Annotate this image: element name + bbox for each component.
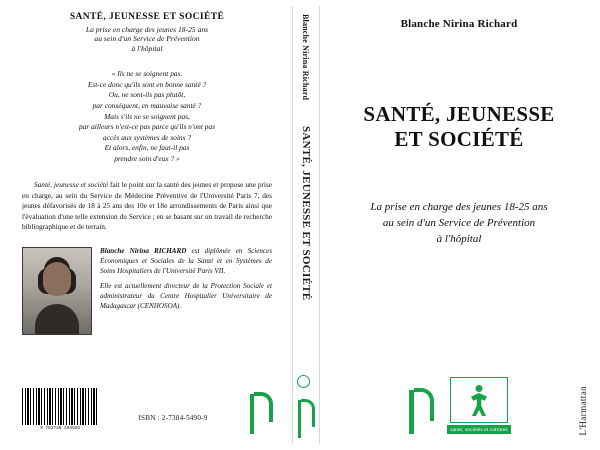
quote-line: Mais s'ils ne se soignent pas, (104, 111, 190, 121)
lharmattan-logo-icon (297, 394, 316, 438)
quote-line: Et alors, enfin, ne faut-il pas (104, 143, 190, 153)
spine-panel (292, 6, 320, 444)
circle-mark-icon (297, 375, 310, 388)
quote-line: Ou, ne sont-ils pas plutôt, (108, 90, 186, 100)
logo-bar (409, 390, 414, 434)
front-subtitle-line-2: au sein d'un Service de Prévention (382, 217, 536, 230)
author-name: Blanche Nirina RICHARD (100, 246, 187, 255)
back-cover-blurb (22, 180, 272, 233)
barcode-number: 9 782738 454928 (40, 426, 80, 431)
quote-line: « Ils ne se soignent pas. (111, 69, 183, 79)
front-cover-title (324, 102, 594, 152)
back-cover-panel (8, 6, 286, 444)
person-figure (471, 385, 487, 415)
back-cover-quote (40, 69, 254, 164)
author-biography (100, 247, 272, 317)
figure-body (471, 393, 487, 406)
quote-line: Est-ce donc qu'ils sont en bonne santé ? (87, 79, 207, 89)
blurb-text: fait le point sur la santé des jeunes et propose une prise en charge, au sein du Service de Médecine Préventive de l'Université Paris 7, des jeunes défavorisés de 18 à 25 ans des 10e et 18e arrondissements de Paris ainsi que l'évaluation d'une telle extension du Service ; en se basant sur un travail de recherche bibliographique et de terrain. (22, 180, 272, 232)
front-title-line-2: ET SOCIÉTÉ (394, 127, 524, 152)
back-subtitle-line-1: La prise en charge des jeunes 18-25 ans (85, 25, 209, 34)
logo-hook (254, 392, 273, 422)
quote-line: accès aux systèmes de soins ? (102, 132, 192, 142)
front-cover-bottom-row (324, 377, 594, 434)
back-subtitle-line-2: au sein d'un Service de Prévention (94, 34, 200, 44)
front-subtitle-line-1: La prise en charge des jeunes 18-25 ans (370, 201, 548, 214)
quote-line: par conséquent, en mauvaise santé ? (92, 101, 202, 110)
author-photo (22, 247, 92, 335)
author-bio-paragraph-1 (100, 247, 272, 277)
front-cover-panel (324, 6, 594, 444)
front-cover-author: Blanche Nirina Richard (400, 18, 518, 30)
back-cover-bottom-row (22, 388, 276, 434)
blurb-book-title: Santé, jeunesse et société (34, 180, 109, 190)
author-bio-text-1: est diplômée en Sciences Économiques et Sociales de la Santé et en Systèmes de Soins Hospitaliers de l'Université Paris VII. (100, 246, 272, 275)
front-subtitle-line-3: à l'hôpital (436, 233, 482, 246)
spine-title: SANTÉ, JEUNESSE ET SOCIÉTÉ (300, 126, 312, 301)
barcode-icon (22, 388, 98, 434)
author-bio-paragraph-2: Elle est actuellement directeur de la Protection Sociale et administrateur du Centre Hospitalier Universitaire de Madagascar (CENHOSOA). (100, 281, 272, 310)
logo-hook (301, 399, 315, 427)
series-badge (447, 377, 511, 434)
quote-line: par ailleurs n'est-ce pas parce qu'ils n'ont pas (78, 122, 216, 132)
isbn-text: ISBN : 2-7384-5490-9 (138, 414, 208, 422)
front-publisher-name: L'Harmattan (578, 386, 588, 436)
front-title-line-1: SANTÉ, JEUNESSE (363, 102, 555, 126)
lharmattan-logo-icon (248, 388, 276, 434)
author-block (22, 247, 272, 335)
logo-hook (414, 388, 434, 421)
barcode-bars (22, 388, 98, 425)
figure-head (476, 385, 483, 392)
figure-legs (472, 405, 486, 416)
spine-author: Blanche Nirina Richard (301, 14, 310, 101)
front-cover-subtitle (324, 200, 594, 248)
person-figure-icon (450, 377, 508, 423)
series-label: santé, sociétés et cultures (447, 425, 511, 434)
lharmattan-logo-icon (407, 384, 437, 434)
quote-line: prendre soin d'eux ? » (114, 153, 180, 163)
back-subtitle-line-3: à l'hôpital (131, 43, 163, 53)
back-cover-title: SANTÉ, JEUNESSE ET SOCIÉTÉ (69, 12, 225, 22)
back-cover-subtitle (8, 25, 286, 53)
